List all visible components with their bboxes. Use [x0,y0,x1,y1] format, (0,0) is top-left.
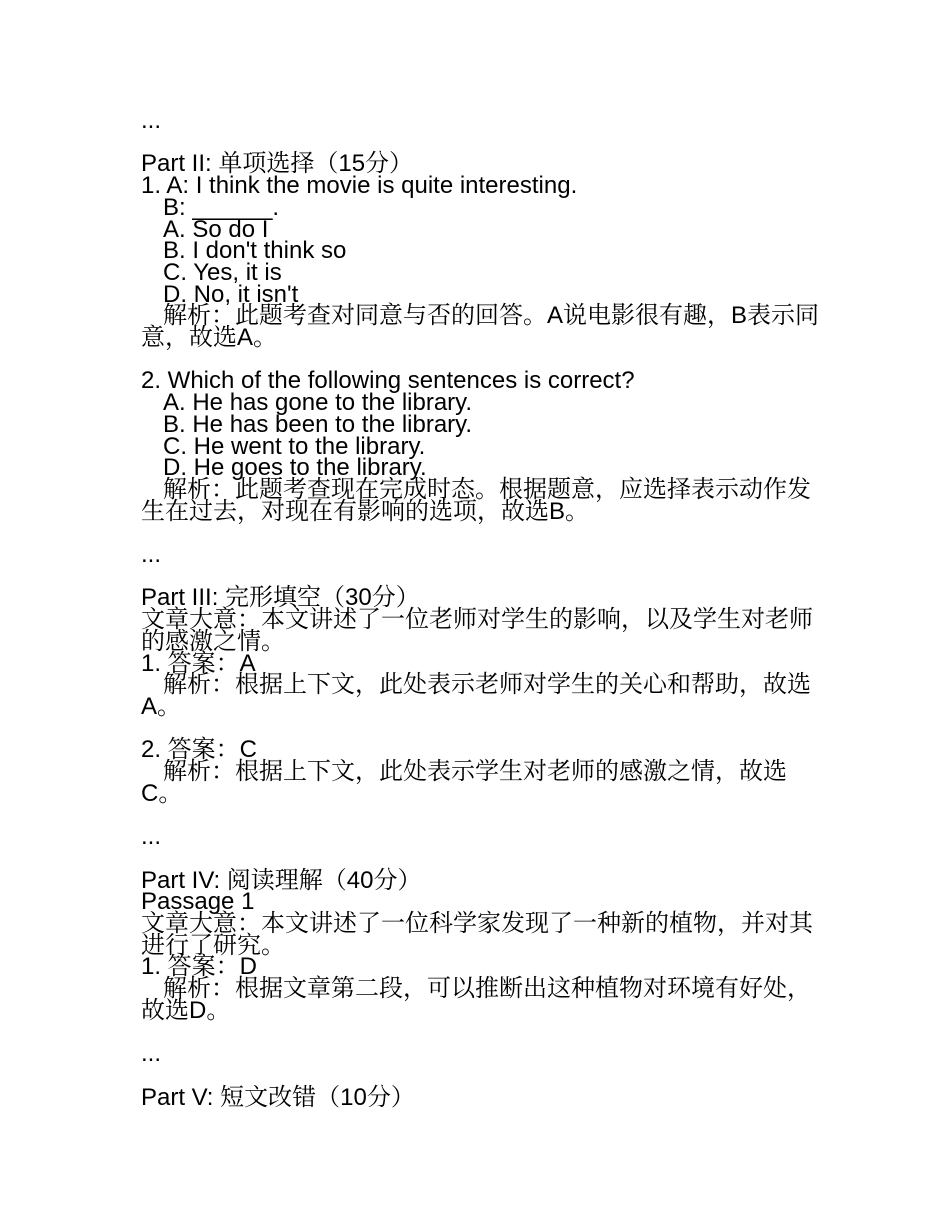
answer: 2. 答案：C [141,736,258,764]
analysis: 解析：根据上下文，此处表示老师对学生的关心和帮助，故选A。 [141,671,811,720]
option: D. He goes to the library. [163,454,427,482]
spacer [141,804,821,826]
analysis: 解析：此题考查现在完成时态。根据题意，应选择表示动作发生在过去，对现在有影响的选项，故选B。 [141,475,811,525]
option: C. Yes, it is [163,258,282,286]
option: B. I don't think so [163,237,347,265]
option: A. So do I [163,215,269,243]
answer: 1. 答案：D [141,953,258,981]
option: D. No, it isn't [163,280,299,308]
document-page [141,107,821,1111]
section-title-part-iii: Part III: 完形填空（30分） [141,584,420,612]
option: A. He has gone to the library. [163,389,473,417]
answer: 1. 答案：A [141,649,256,677]
section-title-part-v: Part V: 短文改错（10分） [141,1083,415,1111]
analysis: 解析：此题考查对同意与否的回答。A说电影很有趣，B表示同意，故选A。 [141,302,820,352]
question-stem: 2. Which of the following sentences is correct? [141,367,635,395]
option: C. He went to the library. [163,432,426,460]
passage-summary: 文章大意：本文讲述了一位老师对学生的影响，以及学生对老师的感激之情。 [141,606,813,655]
spacer [141,1021,821,1043]
section-title-part-ii: Part II: 单项选择（15分） [141,150,414,178]
passage-summary: 文章大意：本文讲述了一位科学家发现了一种新的植物，并对其进行了研究。 [141,909,813,959]
option: B. He has been to the library. [163,410,473,438]
ellipsis: ... [141,107,162,134]
section-title-part-iv: Part IV: 阅读理解（40分） [141,866,422,894]
spacer [141,522,821,544]
analysis: 解析：根据上下文，此处表示学生对老师的感激之情，故选C。 [141,758,787,807]
ellipsis: ... [141,1040,162,1068]
question-prompt: B: ______. [163,193,280,221]
ellipsis: ... [141,541,162,569]
question-stem: 1. A: I think the movie is quite interesting. [141,172,578,200]
ellipsis: ... [141,823,162,851]
passage-title: Passage 1 [141,888,255,916]
analysis: 解析：根据文章第二段，可以推断出这种植物对环境有好处，故选D。 [141,975,811,1024]
